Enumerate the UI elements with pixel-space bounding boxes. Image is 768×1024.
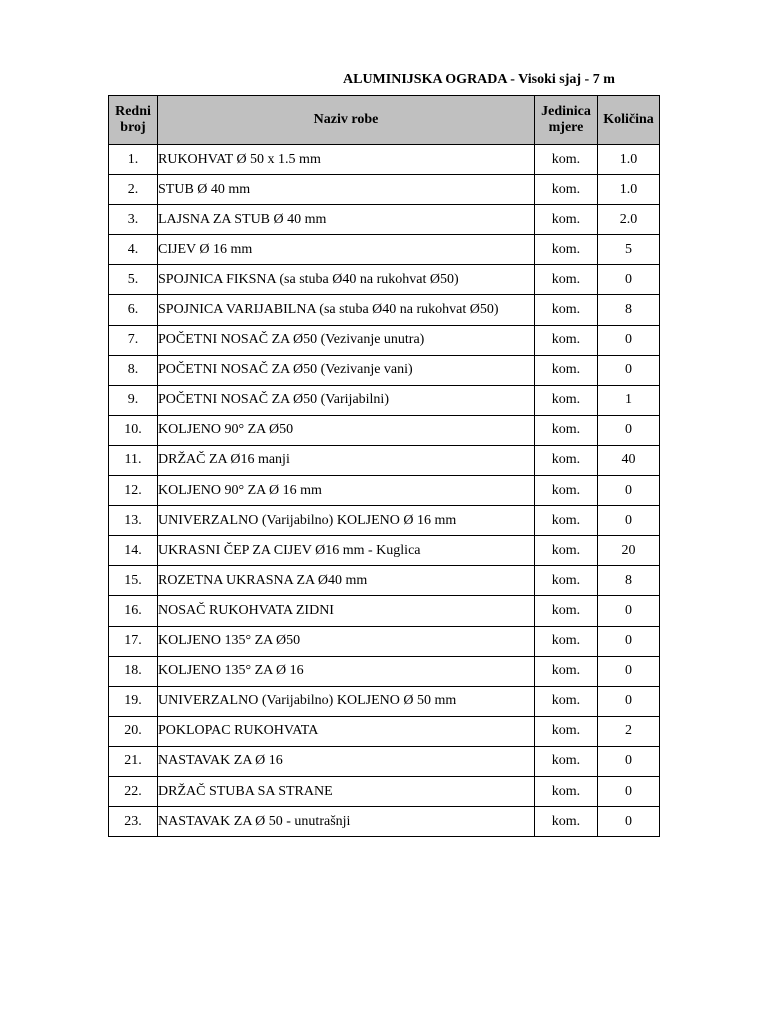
item-quantity: 1.0: [598, 145, 660, 175]
header-naziv-robe: Naziv robe: [158, 96, 535, 145]
item-unit: kom.: [535, 175, 598, 205]
item-quantity: 0: [598, 355, 660, 385]
row-number: 4.: [109, 235, 158, 265]
item-unit: kom.: [535, 716, 598, 746]
row-number: 10.: [109, 415, 158, 445]
item-name: STUB Ø 40 mm: [158, 175, 535, 205]
item-name: NASTAVAK ZA Ø 16: [158, 746, 535, 776]
item-unit: kom.: [535, 656, 598, 686]
item-unit: kom.: [535, 235, 598, 265]
item-quantity: 20: [598, 536, 660, 566]
table-row: [109, 746, 660, 776]
table-row: [109, 355, 660, 385]
row-number: 8.: [109, 355, 158, 385]
item-name: POČETNI NOSAČ ZA Ø50 (Varijabilni): [158, 385, 535, 415]
item-unit: kom.: [535, 385, 598, 415]
row-number: 18.: [109, 656, 158, 686]
table-row: [109, 776, 660, 806]
item-quantity: 0: [598, 596, 660, 626]
item-name: NOSAČ RUKOHVATA ZIDNI: [158, 596, 535, 626]
item-unit: kom.: [535, 596, 598, 626]
item-quantity: 0: [598, 776, 660, 806]
row-number: 5.: [109, 265, 158, 295]
item-unit: kom.: [535, 506, 598, 536]
table-row: [109, 506, 660, 536]
item-name: LAJSNA ZA STUB Ø 40 mm: [158, 205, 535, 235]
table-row: [109, 235, 660, 265]
table-row: [109, 145, 660, 175]
table-row: [109, 807, 660, 837]
item-name: POKLOPAC RUKOHVATA: [158, 716, 535, 746]
item-unit: kom.: [535, 325, 598, 355]
item-quantity: 0: [598, 506, 660, 536]
item-unit: kom.: [535, 355, 598, 385]
item-name: ROZETNA UKRASNA ZA Ø40 mm: [158, 566, 535, 596]
item-name: RUKOHVAT Ø 50 x 1.5 mm: [158, 145, 535, 175]
item-name: KOLJENO 135° ZA Ø50: [158, 626, 535, 656]
item-quantity: 2: [598, 716, 660, 746]
item-name: KOLJENO 135° ZA Ø 16: [158, 656, 535, 686]
row-number: 23.: [109, 807, 158, 837]
item-quantity: 0: [598, 265, 660, 295]
table-row: [109, 686, 660, 716]
item-unit: kom.: [535, 626, 598, 656]
row-number: 22.: [109, 776, 158, 806]
item-name: POČETNI NOSAČ ZA Ø50 (Vezivanje unutra): [158, 325, 535, 355]
table-row: [109, 476, 660, 506]
item-quantity: 5: [598, 235, 660, 265]
item-unit: kom.: [535, 536, 598, 566]
item-quantity: 0: [598, 626, 660, 656]
item-unit: kom.: [535, 415, 598, 445]
row-number: 1.: [109, 145, 158, 175]
header-redni-broj: Redni broj: [109, 96, 158, 145]
item-name: DRŽAČ ZA Ø16 manji: [158, 445, 535, 475]
table-row: [109, 716, 660, 746]
item-name: SPOJNICA VARIJABILNA (sa stuba Ø40 na rukohvat Ø50): [158, 295, 535, 325]
item-name: UKRASNI ČEP ZA CIJEV Ø16 mm - Kuglica: [158, 536, 535, 566]
row-number: 3.: [109, 205, 158, 235]
row-number: 15.: [109, 566, 158, 596]
row-number: 19.: [109, 686, 158, 716]
goods-table: [108, 95, 660, 837]
item-unit: kom.: [535, 295, 598, 325]
table-row: [109, 536, 660, 566]
table-row: [109, 385, 660, 415]
row-number: 20.: [109, 716, 158, 746]
table-row: [109, 175, 660, 205]
item-unit: kom.: [535, 145, 598, 175]
item-name: KOLJENO 90° ZA Ø 16 mm: [158, 476, 535, 506]
item-quantity: 0: [598, 807, 660, 837]
row-number: 2.: [109, 175, 158, 205]
item-unit: kom.: [535, 807, 598, 837]
item-name: CIJEV Ø 16 mm: [158, 235, 535, 265]
item-quantity: 0: [598, 415, 660, 445]
header-kolicina: Količina: [598, 96, 660, 145]
item-unit: kom.: [535, 566, 598, 596]
table-row: [109, 596, 660, 626]
table-row: [109, 325, 660, 355]
table-header-row: [109, 96, 660, 145]
item-name: UNIVERZALNO (Varijabilno) KOLJENO Ø 16 mm: [158, 506, 535, 536]
item-name: SPOJNICA FIKSNA (sa stuba Ø40 na rukohvat Ø50): [158, 265, 535, 295]
row-number: 6.: [109, 295, 158, 325]
item-quantity: 0: [598, 476, 660, 506]
item-name: NASTAVAK ZA Ø 50 - unutrašnji: [158, 807, 535, 837]
table-header: [109, 96, 660, 145]
table-row: [109, 445, 660, 475]
table-body: [109, 145, 660, 837]
item-unit: kom.: [535, 445, 598, 475]
item-quantity: 8: [598, 295, 660, 325]
item-quantity: 40: [598, 445, 660, 475]
table-row: [109, 566, 660, 596]
table-row: [109, 205, 660, 235]
item-unit: kom.: [535, 776, 598, 806]
table-row: [109, 415, 660, 445]
item-quantity: 2.0: [598, 205, 660, 235]
row-number: 21.: [109, 746, 158, 776]
item-name: POČETNI NOSAČ ZA Ø50 (Vezivanje vani): [158, 355, 535, 385]
row-number: 7.: [109, 325, 158, 355]
item-unit: kom.: [535, 686, 598, 716]
row-number: 14.: [109, 536, 158, 566]
item-quantity: 0: [598, 325, 660, 355]
row-number: 11.: [109, 445, 158, 475]
table-row: [109, 295, 660, 325]
row-number: 13.: [109, 506, 158, 536]
item-quantity: 0: [598, 656, 660, 686]
item-quantity: 1.0: [598, 175, 660, 205]
row-number: 12.: [109, 476, 158, 506]
item-quantity: 0: [598, 686, 660, 716]
item-name: KOLJENO 90° ZA Ø50: [158, 415, 535, 445]
item-quantity: 1: [598, 385, 660, 415]
table-row: [109, 656, 660, 686]
table-row: [109, 265, 660, 295]
item-name: DRŽAČ STUBA SA STRANE: [158, 776, 535, 806]
item-unit: kom.: [535, 205, 598, 235]
row-number: 17.: [109, 626, 158, 656]
item-unit: kom.: [535, 265, 598, 295]
row-number: 16.: [109, 596, 158, 626]
item-quantity: 8: [598, 566, 660, 596]
item-name: UNIVERZALNO (Varijabilno) KOLJENO Ø 50 mm: [158, 686, 535, 716]
item-unit: kom.: [535, 746, 598, 776]
item-quantity: 0: [598, 746, 660, 776]
row-number: 9.: [109, 385, 158, 415]
document-title: ALUMINIJSKA OGRADA - Visoki sjaj - 7 m: [343, 72, 615, 87]
header-jedinica-mjere: Jedinica mjere: [535, 96, 598, 145]
table-row: [109, 626, 660, 656]
item-unit: kom.: [535, 476, 598, 506]
